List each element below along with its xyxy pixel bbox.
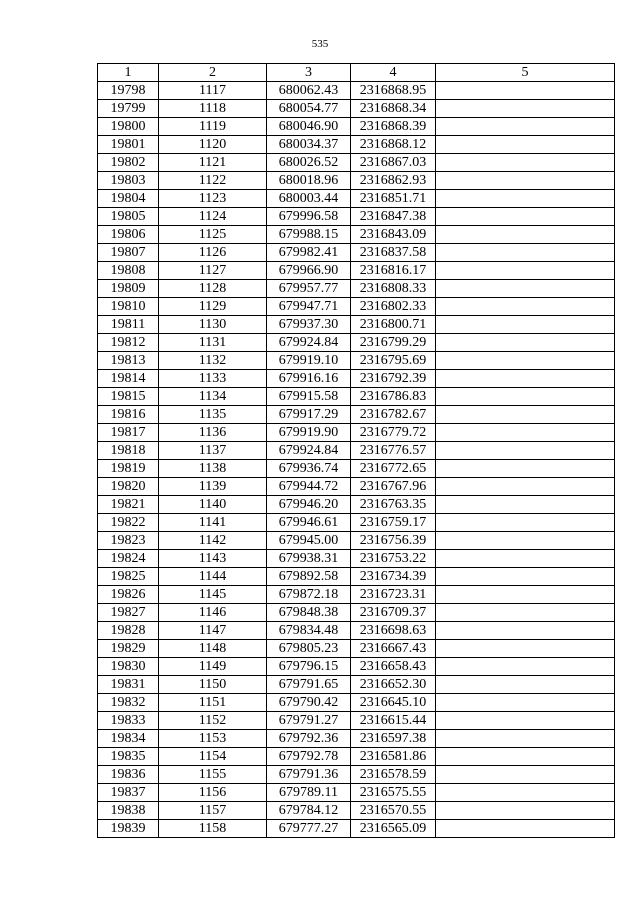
notes-cell: [436, 712, 615, 730]
table-row: [98, 496, 615, 514]
notes-cell: [436, 316, 615, 334]
notes-cell: [436, 442, 615, 460]
row-index-cell: 19800: [98, 118, 159, 136]
point-number-cell: 1154: [159, 748, 267, 766]
coordinate-y-cell: 2316767.96: [351, 478, 436, 496]
notes-cell: [436, 118, 615, 136]
row-index-cell: 19811: [98, 316, 159, 334]
row-index-cell: 19818: [98, 442, 159, 460]
point-number-cell: 1128: [159, 280, 267, 298]
table-row: [98, 532, 615, 550]
table-row: [98, 478, 615, 496]
coordinate-y-cell: 2316772.65: [351, 460, 436, 478]
table-row: [98, 190, 615, 208]
coordinate-x-cell: 679790.42: [267, 694, 351, 712]
coordinate-y-cell: 2316799.29: [351, 334, 436, 352]
notes-cell: [436, 424, 615, 442]
coordinate-y-cell: 2316581.86: [351, 748, 436, 766]
table-header-row: [98, 64, 615, 82]
notes-cell: [436, 478, 615, 496]
table-row: [98, 100, 615, 118]
coordinate-y-cell: 2316776.57: [351, 442, 436, 460]
table-row: [98, 262, 615, 280]
coordinate-x-cell: 679944.72: [267, 478, 351, 496]
point-number-cell: 1133: [159, 370, 267, 388]
table-row: [98, 802, 615, 820]
coordinate-y-cell: 2316709.37: [351, 604, 436, 622]
table-row: [98, 460, 615, 478]
table-row: [98, 694, 615, 712]
notes-cell: [436, 280, 615, 298]
notes-cell: [436, 586, 615, 604]
coordinate-y-cell: 2316698.63: [351, 622, 436, 640]
table-row: [98, 334, 615, 352]
row-index-cell: 19833: [98, 712, 159, 730]
table-row: [98, 748, 615, 766]
point-number-cell: 1120: [159, 136, 267, 154]
notes-cell: [436, 172, 615, 190]
point-number-cell: 1127: [159, 262, 267, 280]
row-index-cell: 19809: [98, 280, 159, 298]
coordinate-y-cell: 2316868.34: [351, 100, 436, 118]
point-number-cell: 1129: [159, 298, 267, 316]
coordinate-x-cell: 679996.58: [267, 208, 351, 226]
row-index-cell: 19805: [98, 208, 159, 226]
notes-cell: [436, 154, 615, 172]
table-row: [98, 712, 615, 730]
coordinate-y-cell: 2316615.44: [351, 712, 436, 730]
row-index-cell: 19823: [98, 532, 159, 550]
coordinate-x-cell: 679966.90: [267, 262, 351, 280]
notes-cell: [436, 532, 615, 550]
row-index-cell: 19824: [98, 550, 159, 568]
coordinate-y-cell: 2316782.67: [351, 406, 436, 424]
point-number-cell: 1151: [159, 694, 267, 712]
coordinate-y-cell: 2316759.17: [351, 514, 436, 532]
coordinate-x-cell: 679805.23: [267, 640, 351, 658]
table-row: [98, 406, 615, 424]
notes-cell: [436, 100, 615, 118]
row-index-cell: 19806: [98, 226, 159, 244]
coordinate-y-cell: 2316808.33: [351, 280, 436, 298]
row-index-cell: 19837: [98, 784, 159, 802]
row-index-cell: 19835: [98, 748, 159, 766]
coordinate-x-cell: 679924.84: [267, 442, 351, 460]
point-number-cell: 1132: [159, 352, 267, 370]
notes-cell: [436, 820, 615, 838]
row-index-cell: 19799: [98, 100, 159, 118]
table-body: [98, 82, 615, 838]
coordinate-y-cell: 2316847.38: [351, 208, 436, 226]
point-number-cell: 1134: [159, 388, 267, 406]
point-number-cell: 1117: [159, 82, 267, 100]
row-index-cell: 19798: [98, 82, 159, 100]
coordinate-y-cell: 2316597.38: [351, 730, 436, 748]
notes-cell: [436, 730, 615, 748]
table-row: [98, 226, 615, 244]
coordinate-x-cell: 679834.48: [267, 622, 351, 640]
notes-cell: [436, 514, 615, 532]
column-header-3: 3: [267, 64, 351, 82]
row-index-cell: 19836: [98, 766, 159, 784]
coordinate-x-cell: 679848.38: [267, 604, 351, 622]
notes-cell: [436, 676, 615, 694]
notes-cell: [436, 136, 615, 154]
table-row: [98, 82, 615, 100]
row-index-cell: 19821: [98, 496, 159, 514]
point-number-cell: 1118: [159, 100, 267, 118]
row-index-cell: 19832: [98, 694, 159, 712]
notes-cell: [436, 244, 615, 262]
notes-cell: [436, 388, 615, 406]
table-row: [98, 136, 615, 154]
coordinate-x-cell: 679796.15: [267, 658, 351, 676]
row-index-cell: 19828: [98, 622, 159, 640]
point-number-cell: 1123: [159, 190, 267, 208]
point-number-cell: 1124: [159, 208, 267, 226]
table-row: [98, 154, 615, 172]
coordinate-x-cell: 679945.00: [267, 532, 351, 550]
table-row: [98, 442, 615, 460]
notes-cell: [436, 496, 615, 514]
coordinate-x-cell: 680003.44: [267, 190, 351, 208]
point-number-cell: 1121: [159, 154, 267, 172]
coordinates-table: [97, 63, 615, 838]
coordinate-x-cell: 680046.90: [267, 118, 351, 136]
point-number-cell: 1136: [159, 424, 267, 442]
row-index-cell: 19819: [98, 460, 159, 478]
coordinate-x-cell: 680062.43: [267, 82, 351, 100]
column-header-4: 4: [351, 64, 436, 82]
point-number-cell: 1122: [159, 172, 267, 190]
notes-cell: [436, 298, 615, 316]
notes-cell: [436, 190, 615, 208]
row-index-cell: 19814: [98, 370, 159, 388]
row-index-cell: 19803: [98, 172, 159, 190]
notes-cell: [436, 262, 615, 280]
point-number-cell: 1125: [159, 226, 267, 244]
table-row: [98, 208, 615, 226]
coordinate-y-cell: 2316867.03: [351, 154, 436, 172]
table-row: [98, 172, 615, 190]
coordinate-x-cell: 679947.71: [267, 298, 351, 316]
coordinate-x-cell: 679777.27: [267, 820, 351, 838]
table-row: [98, 280, 615, 298]
point-number-cell: 1153: [159, 730, 267, 748]
table-row: [98, 118, 615, 136]
row-index-cell: 19804: [98, 190, 159, 208]
table-row: [98, 604, 615, 622]
coordinate-y-cell: 2316723.31: [351, 586, 436, 604]
table-row: [98, 514, 615, 532]
point-number-cell: 1150: [159, 676, 267, 694]
row-index-cell: 19812: [98, 334, 159, 352]
point-number-cell: 1146: [159, 604, 267, 622]
table-row: [98, 820, 615, 838]
notes-cell: [436, 622, 615, 640]
row-index-cell: 19802: [98, 154, 159, 172]
notes-cell: [436, 748, 615, 766]
notes-cell: [436, 784, 615, 802]
coordinate-x-cell: 679917.29: [267, 406, 351, 424]
column-header-5: 5: [436, 64, 615, 82]
point-number-cell: 1135: [159, 406, 267, 424]
table-row: [98, 424, 615, 442]
coordinate-y-cell: 2316816.17: [351, 262, 436, 280]
coordinate-y-cell: 2316570.55: [351, 802, 436, 820]
coordinate-x-cell: 679916.16: [267, 370, 351, 388]
table-row: [98, 298, 615, 316]
coordinate-y-cell: 2316802.33: [351, 298, 436, 316]
point-number-cell: 1152: [159, 712, 267, 730]
coordinate-y-cell: 2316763.35: [351, 496, 436, 514]
row-index-cell: 19822: [98, 514, 159, 532]
point-number-cell: 1145: [159, 586, 267, 604]
coordinate-x-cell: 679791.36: [267, 766, 351, 784]
coordinate-x-cell: 679938.31: [267, 550, 351, 568]
notes-cell: [436, 604, 615, 622]
table-row: [98, 550, 615, 568]
row-index-cell: 19834: [98, 730, 159, 748]
table-row: [98, 676, 615, 694]
point-number-cell: 1142: [159, 532, 267, 550]
notes-cell: [436, 640, 615, 658]
coordinate-x-cell: 679784.12: [267, 802, 351, 820]
point-number-cell: 1156: [159, 784, 267, 802]
notes-cell: [436, 658, 615, 676]
row-index-cell: 19839: [98, 820, 159, 838]
column-header-1: 1: [98, 64, 159, 82]
notes-cell: [436, 370, 615, 388]
coordinate-x-cell: 679946.61: [267, 514, 351, 532]
table-row: [98, 586, 615, 604]
row-index-cell: 19808: [98, 262, 159, 280]
table-row: [98, 730, 615, 748]
coordinate-x-cell: 679792.78: [267, 748, 351, 766]
coordinate-y-cell: 2316756.39: [351, 532, 436, 550]
point-number-cell: 1140: [159, 496, 267, 514]
point-number-cell: 1138: [159, 460, 267, 478]
coordinate-y-cell: 2316658.43: [351, 658, 436, 676]
point-number-cell: 1131: [159, 334, 267, 352]
coordinate-y-cell: 2316868.12: [351, 136, 436, 154]
row-index-cell: 19829: [98, 640, 159, 658]
coordinate-x-cell: 680054.77: [267, 100, 351, 118]
coordinate-y-cell: 2316565.09: [351, 820, 436, 838]
coordinate-x-cell: 680026.52: [267, 154, 351, 172]
row-index-cell: 19831: [98, 676, 159, 694]
coordinate-y-cell: 2316868.95: [351, 82, 436, 100]
table-row: [98, 352, 615, 370]
coordinate-y-cell: 2316667.43: [351, 640, 436, 658]
notes-cell: [436, 352, 615, 370]
notes-cell: [436, 334, 615, 352]
coordinate-y-cell: 2316851.71: [351, 190, 436, 208]
coordinate-y-cell: 2316868.39: [351, 118, 436, 136]
coordinate-y-cell: 2316786.83: [351, 388, 436, 406]
coordinate-x-cell: 680018.96: [267, 172, 351, 190]
coordinate-x-cell: 679892.58: [267, 568, 351, 586]
table-row: [98, 388, 615, 406]
coordinate-y-cell: 2316792.39: [351, 370, 436, 388]
coordinate-x-cell: 680034.37: [267, 136, 351, 154]
coordinate-y-cell: 2316800.71: [351, 316, 436, 334]
coordinate-x-cell: 679982.41: [267, 244, 351, 262]
coordinate-x-cell: 679957.77: [267, 280, 351, 298]
row-index-cell: 19807: [98, 244, 159, 262]
coordinate-x-cell: 679791.27: [267, 712, 351, 730]
coordinate-x-cell: 679946.20: [267, 496, 351, 514]
row-index-cell: 19838: [98, 802, 159, 820]
table-row: [98, 658, 615, 676]
table-row: [98, 370, 615, 388]
coordinate-y-cell: 2316779.72: [351, 424, 436, 442]
notes-cell: [436, 550, 615, 568]
row-index-cell: 19801: [98, 136, 159, 154]
coordinate-y-cell: 2316734.39: [351, 568, 436, 586]
point-number-cell: 1149: [159, 658, 267, 676]
column-header-2: 2: [159, 64, 267, 82]
coordinate-x-cell: 679919.10: [267, 352, 351, 370]
coordinate-x-cell: 679919.90: [267, 424, 351, 442]
point-number-cell: 1158: [159, 820, 267, 838]
notes-cell: [436, 406, 615, 424]
point-number-cell: 1143: [159, 550, 267, 568]
point-number-cell: 1130: [159, 316, 267, 334]
page-number: 535: [311, 38, 329, 50]
table-row: [98, 244, 615, 262]
row-index-cell: 19813: [98, 352, 159, 370]
point-number-cell: 1139: [159, 478, 267, 496]
notes-cell: [436, 208, 615, 226]
coordinate-x-cell: 679792.36: [267, 730, 351, 748]
notes-cell: [436, 460, 615, 478]
coordinate-y-cell: 2316862.93: [351, 172, 436, 190]
row-index-cell: 19825: [98, 568, 159, 586]
coordinate-x-cell: 679872.18: [267, 586, 351, 604]
coordinate-x-cell: 679988.15: [267, 226, 351, 244]
notes-cell: [436, 82, 615, 100]
coordinate-y-cell: 2316645.10: [351, 694, 436, 712]
row-index-cell: 19826: [98, 586, 159, 604]
notes-cell: [436, 766, 615, 784]
table-row: [98, 622, 615, 640]
point-number-cell: 1148: [159, 640, 267, 658]
coordinate-y-cell: 2316578.59: [351, 766, 436, 784]
table-row: [98, 784, 615, 802]
row-index-cell: 19810: [98, 298, 159, 316]
row-index-cell: 19815: [98, 388, 159, 406]
coordinate-y-cell: 2316753.22: [351, 550, 436, 568]
coordinate-y-cell: 2316837.58: [351, 244, 436, 262]
table-row: [98, 316, 615, 334]
row-index-cell: 19820: [98, 478, 159, 496]
notes-cell: [436, 802, 615, 820]
point-number-cell: 1141: [159, 514, 267, 532]
row-index-cell: 19830: [98, 658, 159, 676]
point-number-cell: 1147: [159, 622, 267, 640]
point-number-cell: 1137: [159, 442, 267, 460]
point-number-cell: 1157: [159, 802, 267, 820]
table-row: [98, 640, 615, 658]
point-number-cell: 1126: [159, 244, 267, 262]
row-index-cell: 19817: [98, 424, 159, 442]
row-index-cell: 19816: [98, 406, 159, 424]
point-number-cell: 1144: [159, 568, 267, 586]
coordinate-x-cell: 679789.11: [267, 784, 351, 802]
point-number-cell: 1155: [159, 766, 267, 784]
coordinate-y-cell: 2316652.30: [351, 676, 436, 694]
notes-cell: [436, 568, 615, 586]
coordinate-y-cell: 2316843.09: [351, 226, 436, 244]
coordinate-x-cell: 679924.84: [267, 334, 351, 352]
row-index-cell: 19827: [98, 604, 159, 622]
coordinate-x-cell: 679936.74: [267, 460, 351, 478]
coordinate-x-cell: 679791.65: [267, 676, 351, 694]
point-number-cell: 1119: [159, 118, 267, 136]
coordinate-y-cell: 2316575.55: [351, 784, 436, 802]
table-row: [98, 568, 615, 586]
coordinate-x-cell: 679937.30: [267, 316, 351, 334]
coordinate-x-cell: 679915.58: [267, 388, 351, 406]
coordinate-y-cell: 2316795.69: [351, 352, 436, 370]
notes-cell: [436, 226, 615, 244]
table-row: [98, 766, 615, 784]
notes-cell: [436, 694, 615, 712]
